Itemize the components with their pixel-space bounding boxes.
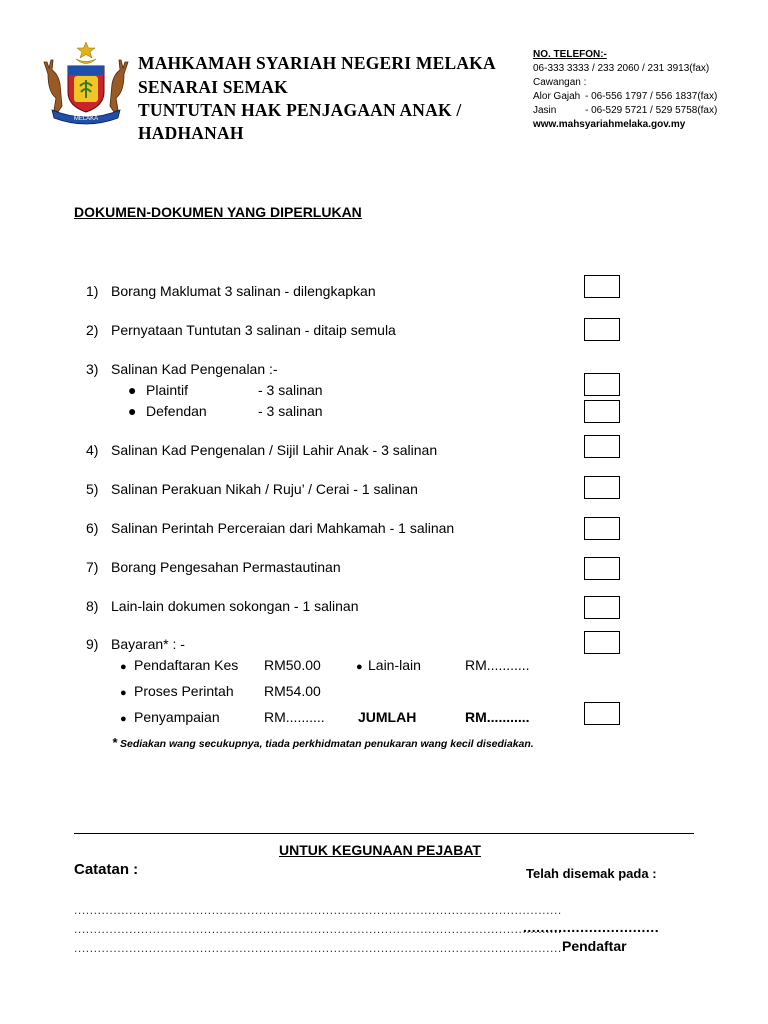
checkbox-item-2[interactable] [584,318,620,341]
alor-gajah-label: Alor Gajah [533,91,581,102]
branch-label: Cawangan : [533,77,587,88]
checklist-title: SENARAI SEMAK [138,77,288,97]
checkbox-item-3-defendan[interactable] [584,400,620,423]
list-item: 8) Lain-lain dokumen sokongan - 1 salinan [86,598,359,614]
total-amount: RM........... [465,709,530,725]
logo-ribbon-text: MELAKA [73,116,99,122]
court-title: MAHKAMAH SYARIAH NEGERI MELAKA [138,53,496,73]
notes-label: Catatan : [74,861,139,878]
payment-order-process: ● Proses Perintah [120,683,234,699]
total-label: JUMLAH [358,709,417,725]
checkbox-item-1[interactable] [584,275,620,298]
payment-note: * Sediakan wang secukupnya, tiada perkhidmatan penukaran wang kecil disediakan. [112,735,534,750]
payment-order-process-amount: RM54.00 [264,683,321,699]
checkbox-total[interactable] [584,702,620,725]
payment-registration: ● Pendaftaran Kes [120,657,239,673]
list-item: 3) Salinan Kad Pengenalan :- [86,361,278,377]
list-item: 5) Salinan Perakuan Nikah / Ruju’ / Cerai - 1 salinan [86,481,418,497]
notes-line-2[interactable]: ............................................................................................................................ [74,922,562,936]
checkbox-item-9[interactable] [584,631,620,654]
claim-title-line2: HADHANAH [138,123,244,143]
website-link[interactable]: www.mahsyariahmelaka.gov.my [533,119,686,130]
notes-line-1[interactable]: ............................................................................................................................ [74,903,562,917]
list-item: 6) Salinan Perintah Perceraian dari Mahkamah - 1 salinan [86,520,455,536]
alor-gajah-numbers: - 06-556 1797 / 556 1837(fax) [585,91,718,102]
checkbox-item-5[interactable] [584,476,620,499]
checkbox-item-4[interactable] [584,435,620,458]
sub-item-plaintif: ● Plaintif - 3 salinan [128,382,323,398]
registrar-label: Pendaftar [562,938,627,954]
list-item: 2) Pernyataan Tuntutan 3 salinan - ditaip semula [86,322,396,338]
section-title: DOKUMEN-DOKUMEN YANG DIPERLUKAN [74,204,362,220]
list-item: 9) Bayaran* : - [86,636,185,652]
phone-main: 06-333 3333 / 233 2060 / 231 3913(fax) [533,63,710,74]
signature-line[interactable]: ............................... [523,919,660,935]
list-item: 1) Borang Maklumat 3 salinan - dilengkapkan [86,283,376,299]
list-item: 7) Borang Pengesahan Permastautinan [86,559,341,575]
melaka-coat-of-arms-logo [38,40,134,124]
notes-line-3[interactable]: ............................................................................................................................ [74,941,562,955]
phone-alor-gajah [533,90,717,104]
checkbox-item-3-plaintif[interactable] [584,373,620,396]
payment-service-amount: RM.......... [264,709,325,725]
list-item: 4) Salinan Kad Pengenalan / Sijil Lahir Anak - 3 salinan [86,442,438,458]
payment-others: ● Lain-lain [356,657,421,673]
office-use-title: UNTUK KEGUNAAN PEJABAT [279,842,481,858]
payment-registration-amount: RM50.00 [264,657,321,673]
checkbox-item-8[interactable] [584,596,620,619]
checked-on-label: Telah disemak pada : [526,866,657,881]
checkbox-item-6[interactable] [584,517,620,540]
divider-line [74,833,694,834]
jasin-numbers: - 06-529 5721 / 529 5758(fax) [585,105,718,116]
payment-others-amount: RM........... [465,657,530,673]
checkbox-item-7[interactable] [584,557,620,580]
phone-jasin [533,104,717,118]
jasin-label: Jasin [533,105,557,116]
sub-item-defendan: ● Defendan - 3 salinan [128,403,323,419]
payment-service: ● Penyampaian [120,709,220,725]
phone-heading: NO. TELEFON:- [533,49,607,60]
claim-title-line1: TUNTUTAN HAK PENJAGAAN ANAK / [138,100,462,120]
